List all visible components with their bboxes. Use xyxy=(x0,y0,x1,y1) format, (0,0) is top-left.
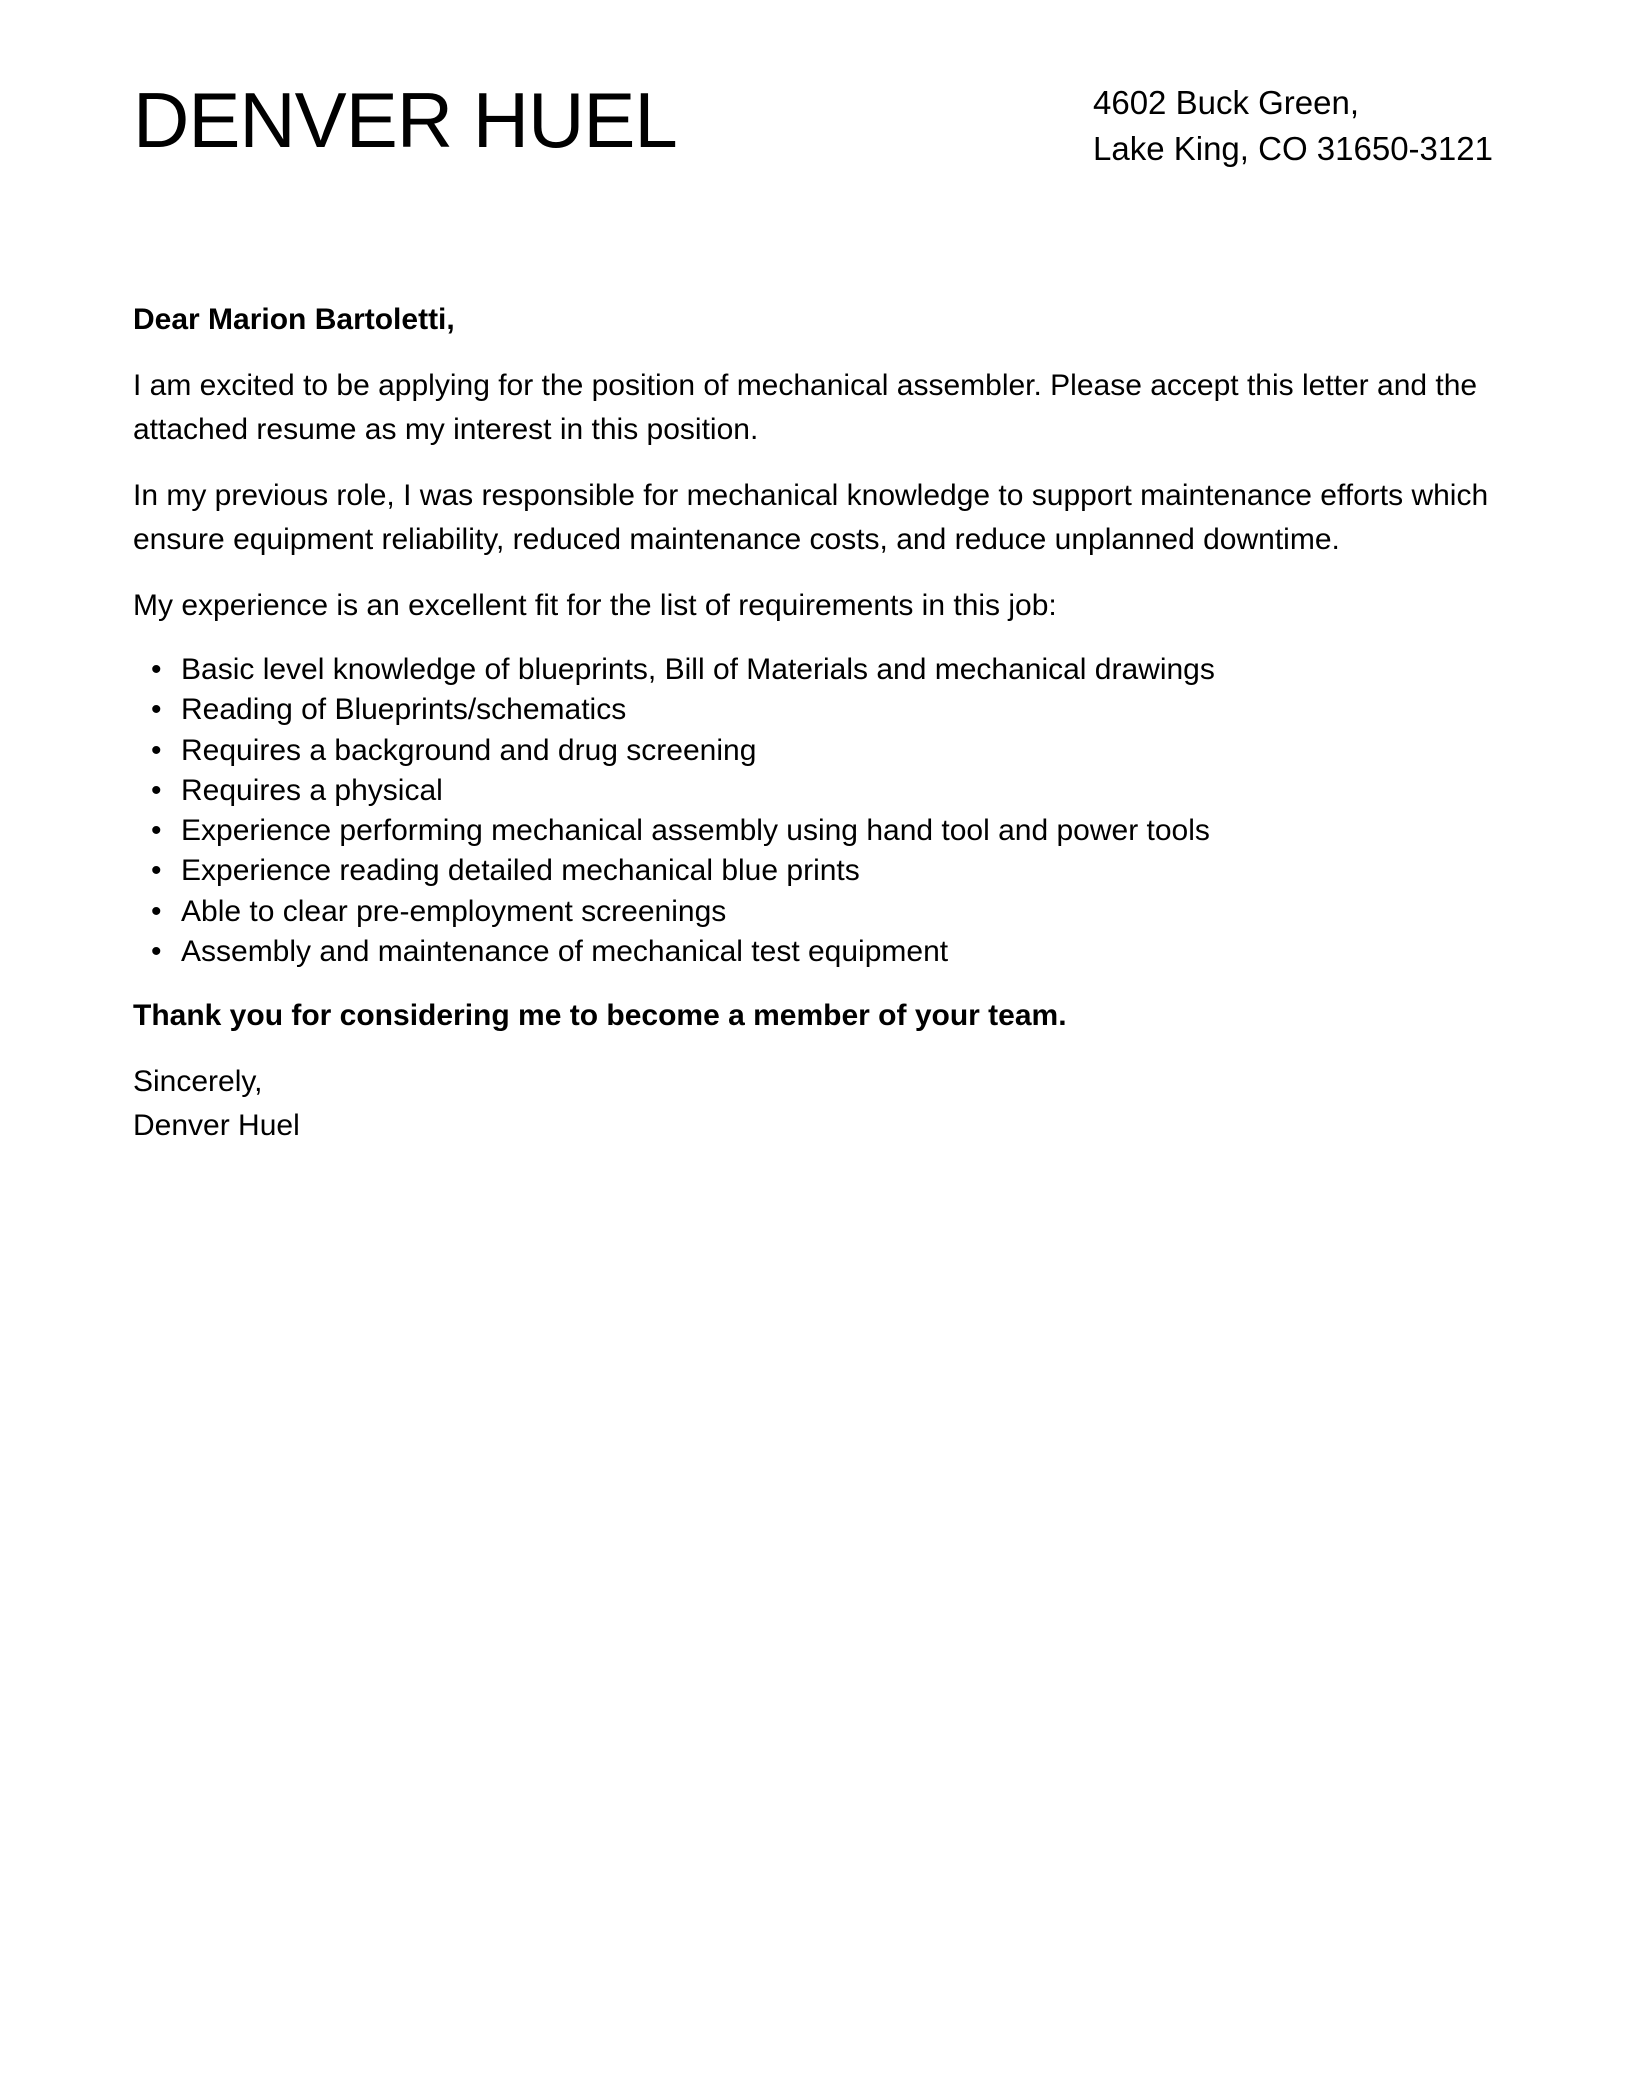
list-item-text: Assembly and maintenance of mechanical test equipment xyxy=(181,935,949,969)
paragraph-requirements-intro: My experience is an excellent fit for the list of requirements in this job: xyxy=(133,589,1057,622)
list-item xyxy=(151,892,1513,932)
list-item-text: Experience performing mechanical assembly using hand tool and power tools xyxy=(181,814,1210,848)
sender-address xyxy=(1093,80,1493,172)
bullet-icon: • xyxy=(151,854,162,888)
list-item xyxy=(151,932,1513,972)
signoff: Sincerely, xyxy=(133,1065,263,1099)
salutation: Dear Marion Bartoletti, xyxy=(133,303,455,336)
list-item-text: Reading of Blueprints/schematics xyxy=(181,693,627,727)
closing-statement: Thank you for considering me to become a member of your team. xyxy=(133,999,1067,1033)
bullet-icon: • xyxy=(151,814,162,848)
bullet-icon: • xyxy=(151,653,162,686)
list-item-text: Requires a physical xyxy=(181,773,443,807)
list-item xyxy=(151,851,1513,891)
list-item xyxy=(151,690,1513,730)
bullet-icon: • xyxy=(151,894,162,928)
address-line-1: 4602 Buck Green, xyxy=(1093,84,1359,121)
letter-body xyxy=(133,298,1513,1148)
list-item-text: Requires a background and drug screening xyxy=(181,733,757,767)
list-item xyxy=(151,650,1513,690)
address-line-2: Lake King, CO 31650-3121 xyxy=(1093,130,1493,167)
signature-name: Denver Huel xyxy=(133,1109,300,1143)
list-item-text: Basic level knowledge of blueprints, Bill of Materials and mechanical drawings xyxy=(181,653,1215,686)
bullet-icon: • xyxy=(151,733,162,767)
bullet-icon: • xyxy=(151,773,162,807)
list-item xyxy=(151,811,1513,851)
bullet-icon: • xyxy=(151,935,162,969)
paragraph-intro: I am excited to be applying for the position of mechanical assembler. Please accept this letter and the attached resume as my interest in this position. xyxy=(133,369,1478,446)
list-item xyxy=(151,731,1513,771)
requirements-list xyxy=(133,650,1513,972)
bullet-icon: • xyxy=(151,693,162,727)
list-item xyxy=(151,771,1513,811)
paragraph-previous-role: In my previous role, I was responsible for mechanical knowledge to support maintenance efforts which ensure equipment reliability, reduced maintenance costs, and reduce unplanned downtime. xyxy=(133,479,1489,556)
list-item-text: Able to clear pre-employment screenings xyxy=(181,894,727,928)
list-item-text: Experience reading detailed mechanical blue prints xyxy=(181,854,860,888)
applicant-name: DENVER HUEL xyxy=(133,76,677,164)
